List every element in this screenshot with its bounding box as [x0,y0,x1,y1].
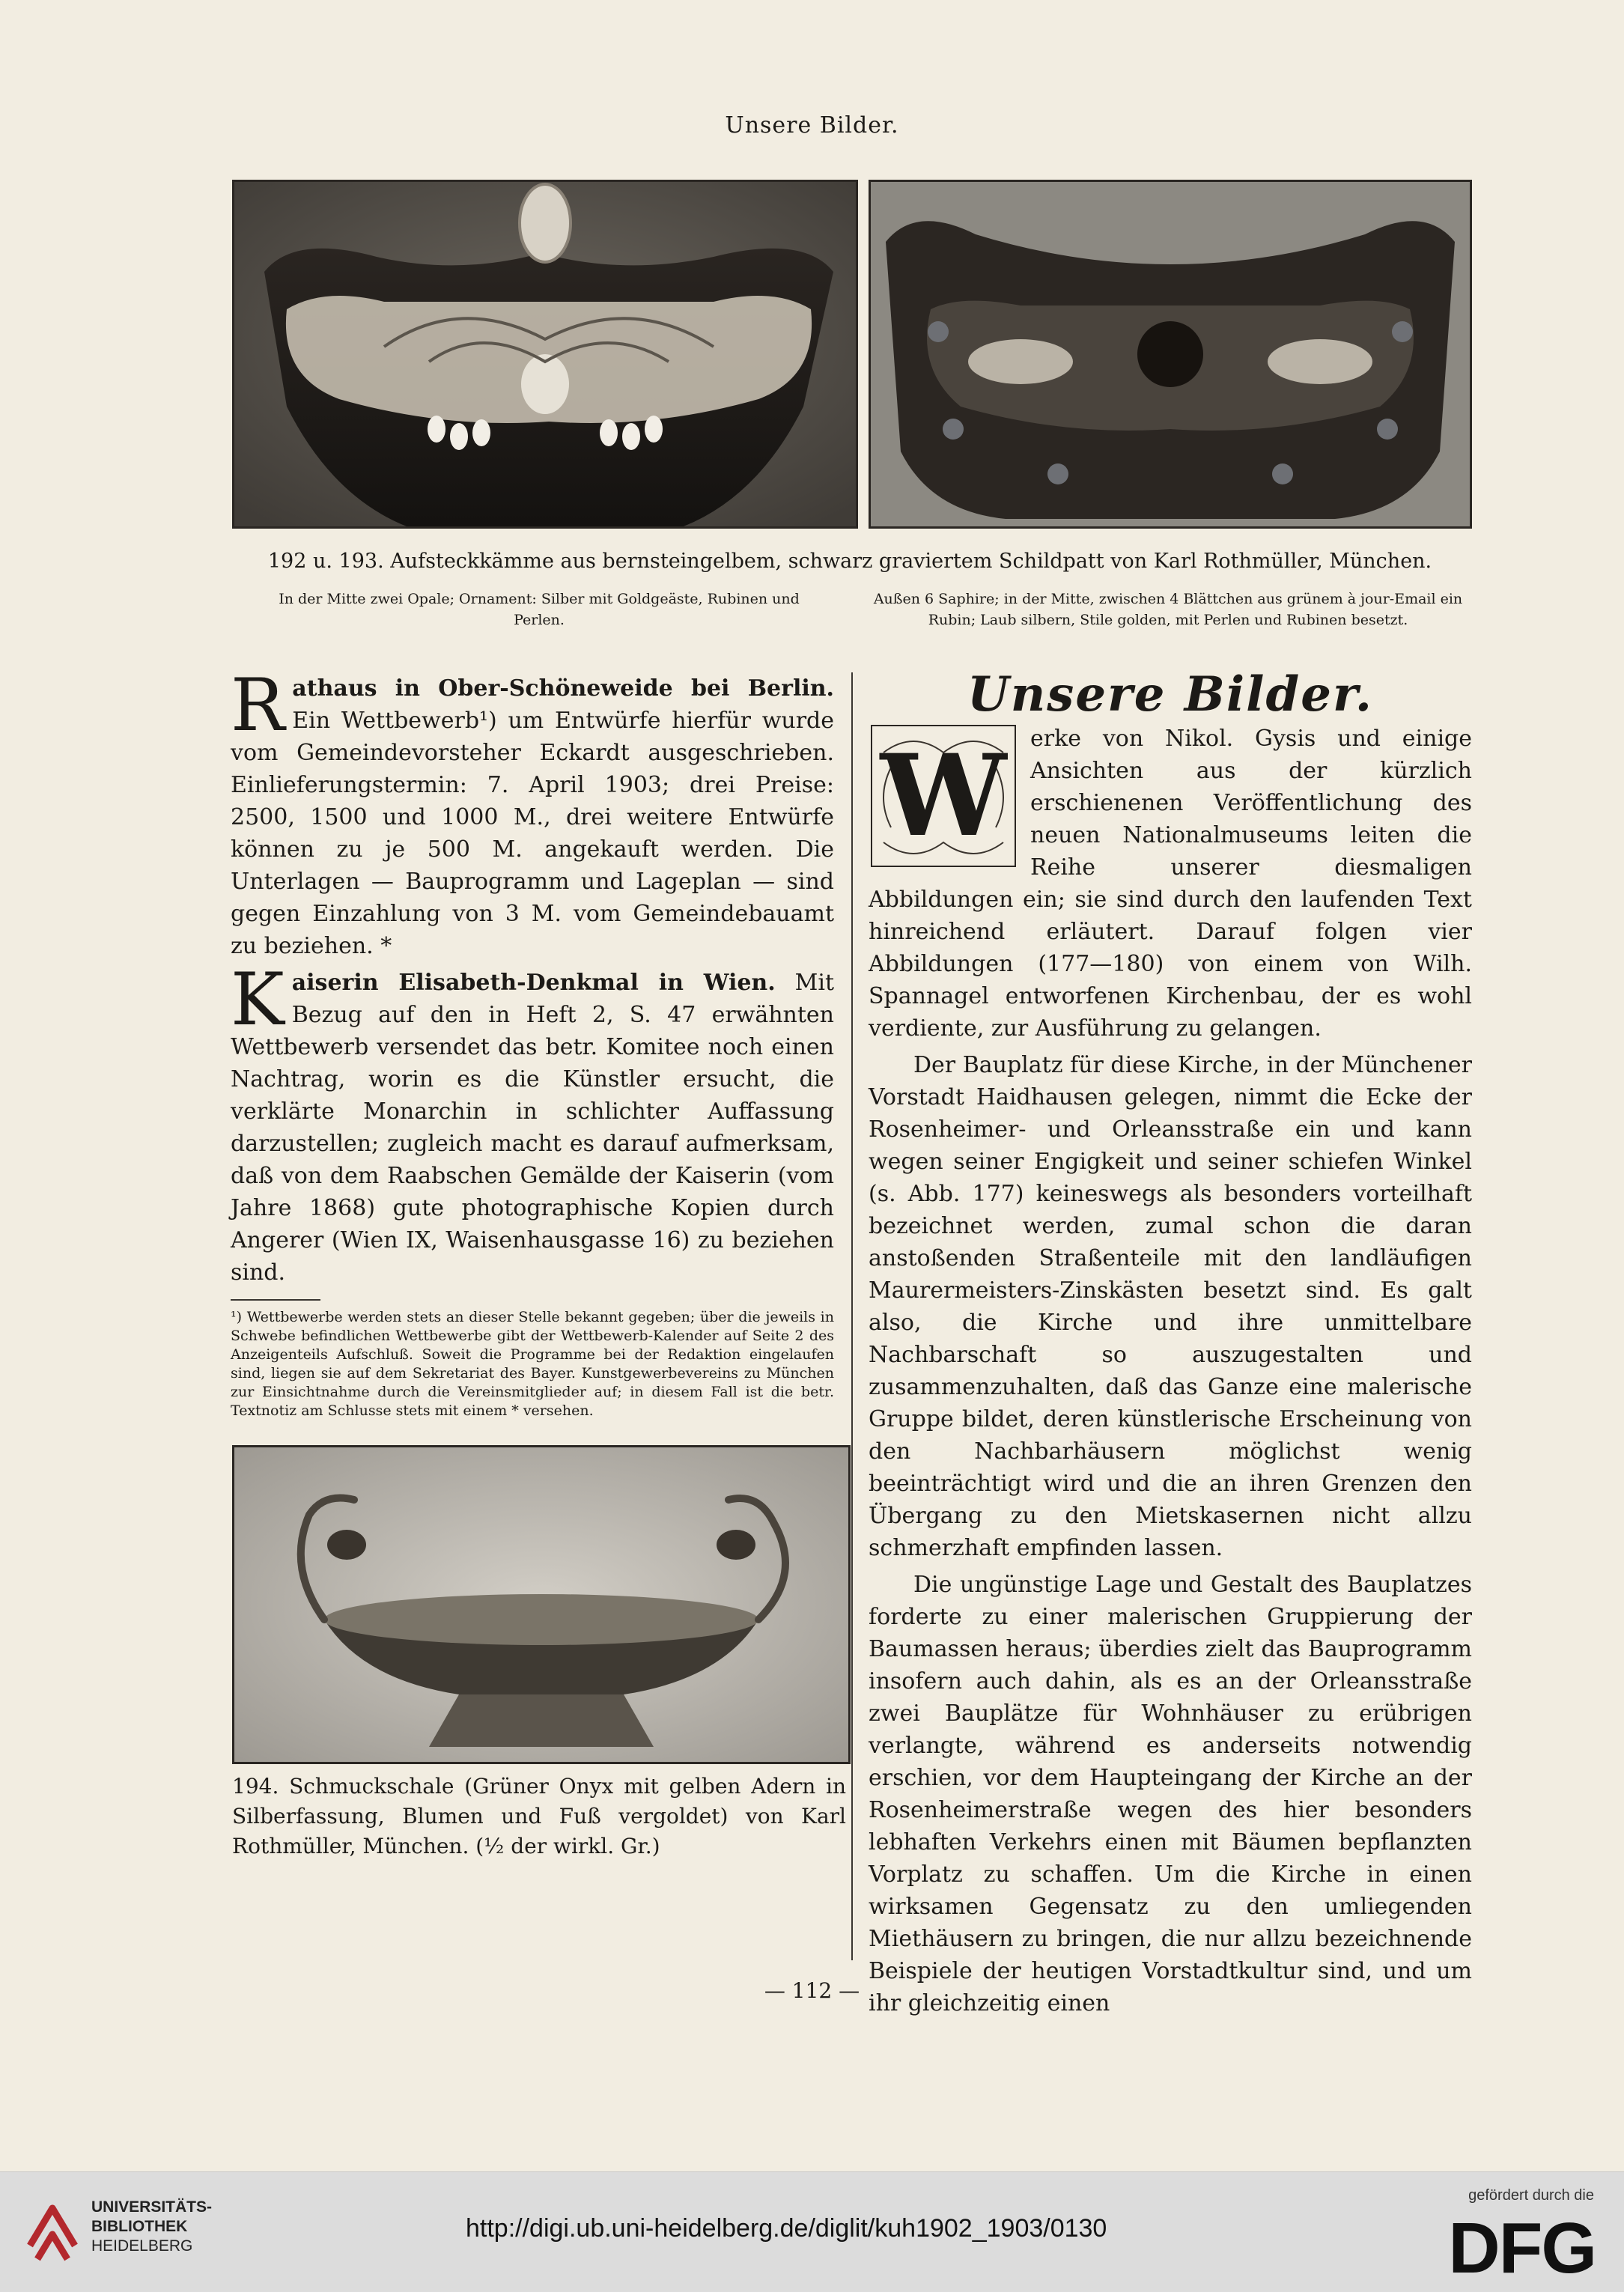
bowl-illustration [234,1447,848,1762]
article-kaiserin-lead: aiserin Elisabeth-Denkmal in Wien. [291,970,776,996]
viewer-footer [0,2171,1624,2292]
figure-193-comb-photo [869,180,1472,529]
article-kaiserin-text: Mit Bezug auf den in Heft 2, S. 47 erwähnten Wettbewerb versendet das betr. Komitee noch einen Nachtrag, worin es die Künstler ersucht, die verklärte Monarchin in schlichter Auffassung darzustellen; zugleich macht es darauf aufmerksam, daß von dem Raabschen Gemälde der Kaiserin (vom Jahre 1868) gute photographische Kopien durch Angerer (Wien IX, Waisenhausgasse 16) zu beziehen sind. [231,970,835,1286]
figure-192-comb-photo [232,180,858,529]
paragraph-3: Die ungünstige Lage und Gestalt des Bauplatzes forderte zu einer malerischen Gruppierung der Baumassen heraus; überdies zielt das Bauprogramm insofern auch dahin, als es an der Orleansstraße zwei Bauplätze für Wohnhäuser zu erübrigen verlangte, während es anderseits notwendig erschien, vor dem Haupteingang der Kirche an der Rosenheimerstraße wegen des hier besonders lebhaften Verkehrs einen mit Bäumen bepflanzten Vorplatz zu schaffen. Um die Kirche in einen wirksamen Gegensatz zu den umliegenden Miethäusern zu bringen, die nur allzu bezeichnende Beispiele der heutigen Vorstadtkultur sind, und um ihr gleichzeitig einen [869,1572,1472,2016]
article-rathaus [231,663,834,962]
permalink-url[interactable]: http://digi.ub.uni-heidelberg.de/diglit/kuh1902_1903/0130 [466,2214,1107,2243]
funding-label: gefördert durch die [1468,2187,1594,2204]
library-name-line-2: BIBLIOTHEK [91,2218,188,2235]
figure-194-caption: 194. Schmuckschale (Grüner Onyx mit gelben Adern in Silberfassung, Blumen und Fuß vergoldet) von Karl Rothmüller, München. (½ der wirkl. Gr.) [232,1774,846,1858]
library-name-line-1: UNIVERSITÄTS- [91,2198,213,2216]
section-title: Unsere Bilder. [967,666,1374,723]
article-kaiserin [231,958,835,1289]
footnote: ¹) Wettbewerbe werden stets an dieser Stelle bekannt gegeben; über die jeweils in Schwebe befindlichen Wettbewerbe gibt der Wettbewerb-Kalender auf Seite 2 des Anzeigenteils Aufschluß. Soweit die Programme bei der Redaktion eingelaufen sind, liegen sie auf dem Sekretariat des Bayer. Kunstgewerbevereins zu München zur Einsichtnahme durch die Vereinsmitglieder auf; in diesem Fall ist die betr. Textnotiz am Schlusse stets mit einem * versehen. [231,1309,834,1419]
comb-illustration-right [871,182,1470,526]
university-library-name[interactable] [91,2198,212,2256]
article-rathaus-text: Ein Wettbewerb¹) um Entwürfe hierfür wurde vom Gemeindevorsteher Eckardt ausgeschrieben. Einlieferungstermin: 7. April 1903; drei Preise: 2500, 1500 und 1000 M., drei weitere Entwürfe können zu je 500 M. angekauft werden. Die Unterlagen — Bauprogramm und Lageplan — sind gegen Einzahlung von 3 M. vom Gemeindebauamt zu beziehen. * [231,708,834,959]
page-number: — 112 — [764,1978,860,2003]
footnote-divider [231,1299,320,1301]
dropcap-r: R [231,663,285,747]
article-rathaus-lead: athaus in Ober-Schöneweide bei Berlin. [292,675,834,702]
dfg-logo[interactable]: DFG [1448,2208,1596,2288]
initial-letter: W [880,730,1007,862]
paragraph-1-text: erke von Nikol. Gysis und einige Ansichten aus der kürzlich erschienenen Veröffentlichung des neuen Nationalmuseums leiten die Reihe unserer diesmaligen Abbildungen ein; sie sind durch den laufenden Text hinreichend erläutert. Darauf folgen vier Abbildungen (177—180) von einem von Wilh. Spannagel entworfenen Kirchenbau, der es wohl verdiente, zur Ausführung zu gelangen. [869,726,1472,1042]
figures-192-193-caption: 192 u. 193. Aufsteckkämme aus bernsteingelbem, schwarz graviertem Schildpatt von Karl Rothmüller, München. [267,550,1432,573]
right-column [869,666,1472,2024]
figure-193-subcaption: Außen 6 Saphire; in der Mitte, zwischen 4 Blättchen aus grünem à jour-Email ein Rubin; Laub silbern, Stile golden, mit Perlen und Rubinen besetzt. [873,591,1463,628]
running-head: Unsere Bilder. [725,112,899,139]
paragraph-2: Der Bauplatz für diese Kirche, in der Münchener Vorstadt Haidhausen gelegen, nimmt die Ecke der Rosenheimer- und Orleansstraße ein und kann wegen seiner Engigkeit und seiner schiefen Winkel (s. Abb. 177) keineswegs als besonders vorteilhaft bezeichnet werden, zumal schon die daran anstoßenden Straßenteile mit den landläufigen Maurermeisters-Zinskästen besetzt sind. Es galt also, die Kirche und ihre unmittelbare Nachbarschaft so auszugestalten und zusammenzuhalten, daß das Ganze eine malerische Gruppe bildet, deren künstlerische Erscheinung von den Nachbarhäusern möglichst wenig beeinträchtigt wird und die an ihren Grenzen den Übergang zu den Mietskasernen nicht allzu schmerzhaft empfinden lassen. [869,1052,1472,1561]
university-library-logo-icon[interactable] [22,2193,82,2268]
left-column [231,663,835,1420]
figure-194-bowl-photo [232,1445,851,1764]
library-name-line-3: HEIDELBERG [91,2237,193,2255]
column-divider [851,672,853,1960]
paragraph-1 [869,723,1472,1045]
figure-192-subcaption: In der Mitte zwei Opale; Ornament: Silber mit Goldgeäste, Rubinen und Perlen. [279,591,800,628]
ornamental-initial-w [869,723,1018,869]
dropcap-k: K [231,958,285,1042]
comb-illustration-left [234,182,856,526]
